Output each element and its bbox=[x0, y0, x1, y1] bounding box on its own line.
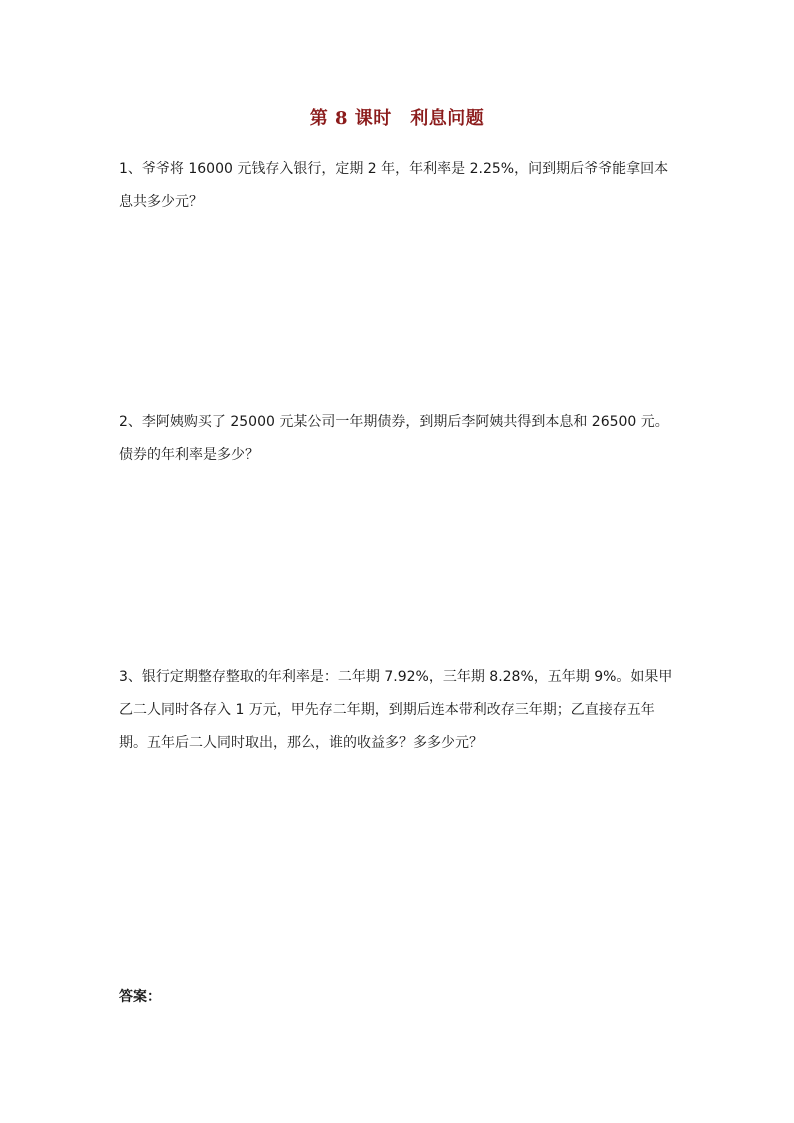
page-title: 第 8 课时 利息问题 bbox=[309, 108, 485, 129]
question-2: 2、李阿姨购买了 25000 元某公司一年期债券，到期后李阿姨共得到本息和 26500 元。债券的年利率是多少？ bbox=[119, 414, 669, 463]
question-3: 3、银行定期整存整取的年利率是：二年期 7.92%，三年期 8.28%，五年期 9%。如果甲乙二人同时各存入 1 万元，甲先存二年期，到期后连本带利改存三年期；乙直接存五年期。五年后二人同时取出，那么，谁的收益多？多多少元？ bbox=[119, 669, 673, 751]
question-1: 1、爷爷将 16000 元钱存入银行，定期 2 年，年利率是 2.25%，问到期后爷爷能拿回本息共多少元？ bbox=[119, 161, 669, 210]
answer-label: 答案： bbox=[119, 989, 161, 1005]
